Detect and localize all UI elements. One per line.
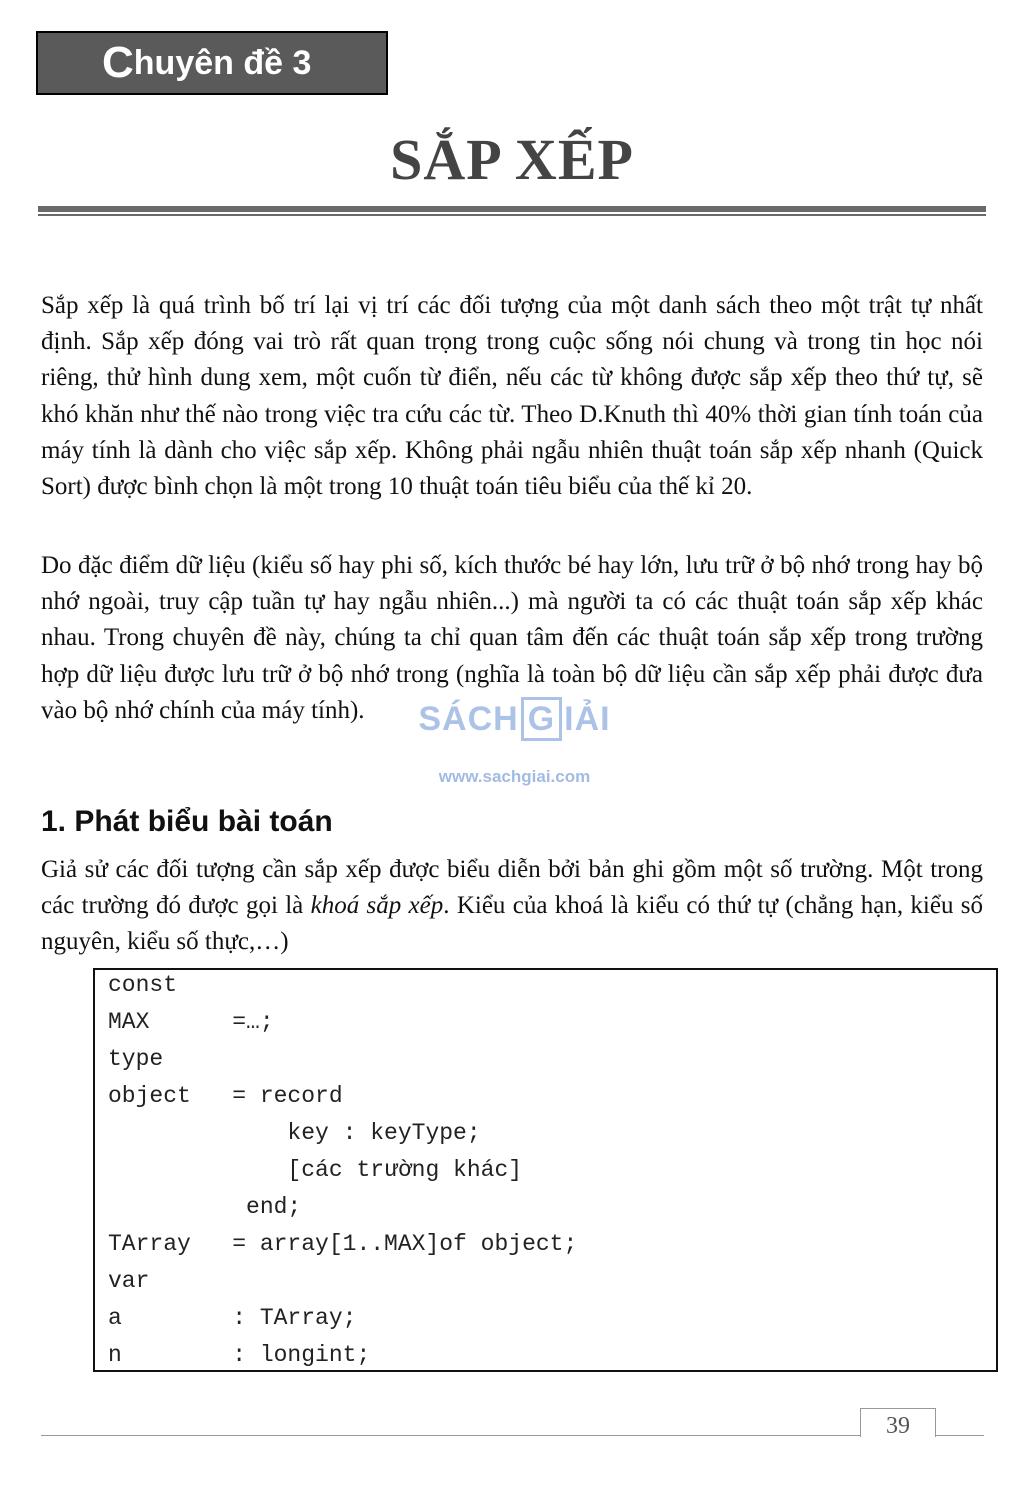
intro-paragraph-2: Do đặc điểm dữ liệu (kiểu số hay phi số, kích thước bé hay lớn, lưu trữ ở bộ nhớ trong hay bộ nhớ ngoài, truy cập tuần tự hay ngẫu nhiên...) mà người ta có các thuật toán sắp xếp khác nhau. Trong chuyên đề này, chúng ta chỉ quan tâm đến các thuật toán sắp xếp trong trường hợp dữ liệu được lưu trữ ở bộ nhớ trong (nghĩa là toàn bộ dữ liệu cần sắp xếp phải được đưa vào bộ nhớ chính của máy tính).: [41, 552, 983, 724]
section-heading: 1. Phát biểu bài toán: [41, 805, 333, 838]
code-line: a : TArray;: [108, 1305, 357, 1331]
code-line: type: [108, 1046, 164, 1072]
watermark-g: G: [521, 697, 562, 741]
section-text-before: Giả sử các đối tượng cần sắp xếp được biểu diễn bởi bản ghi gồm một số trường. Một trong các trường đó được gọi là: [41, 856, 983, 920]
chapter-word: huyên đề: [133, 43, 284, 82]
code-line: end;: [108, 1194, 302, 1220]
code-line: var: [108, 1268, 150, 1294]
section-text-italic: khoá sắp xếp: [310, 892, 444, 920]
section-text-after: . Kiểu của khoá là kiểu có thứ tự (chẳng hạn, kiểu số nguyên, kiểu số thực,…): [41, 892, 983, 956]
code-line: MAX =…;: [108, 1009, 274, 1035]
watermark-left: SÁCH: [418, 700, 519, 738]
code-line: key : keyType;: [108, 1120, 481, 1146]
title-rule-thin: [38, 214, 986, 216]
chapter-initial: C: [102, 38, 134, 87]
chapter-number: 3: [292, 43, 312, 82]
intro-paragraph-1: Sắp xếp là quá trình bố trí lại vị trí các đối tượng của một danh sách theo một trật tự nhất định. Sắp xếp đóng vai trò rất quan trọng trong cuộc sống nói chung và trong tin học nói riêng, thử hình dung xem, một cuốn từ điển, nếu các từ không được sắp xếp theo thứ tự, sẽ khó khăn như thế nào trong việc tra cứu các từ. Theo D.Knuth thì 40% thời gian tính toán của máy tính là dành cho việc sắp xếp. Không phải ngẫu nhiên thuật toán sắp xếp nhanh (Quick Sort) được bình chọn là một trong 10 thuật toán tiêu biểu của thế kỉ 20.: [41, 292, 983, 501]
section-paragraph: [41, 852, 983, 961]
page-title: SẮP XẾP: [390, 127, 634, 192]
watermark-right: IẢI: [564, 700, 611, 738]
code-line: const: [108, 972, 178, 998]
code-line: n : longint;: [108, 1342, 371, 1368]
code-line: [các trường khác]: [108, 1157, 523, 1183]
title-rule-thick: [38, 206, 986, 212]
page-number: 39: [860, 1408, 936, 1437]
chapter-label: [36, 31, 388, 95]
code-block: [93, 968, 998, 1372]
code-line: TArray = array[1..MAX]of object;: [108, 1231, 578, 1257]
code-line: object = record: [108, 1083, 343, 1109]
footer-rule: [41, 1435, 984, 1436]
watermark-url: www.sachgiai.com: [438, 767, 591, 786]
